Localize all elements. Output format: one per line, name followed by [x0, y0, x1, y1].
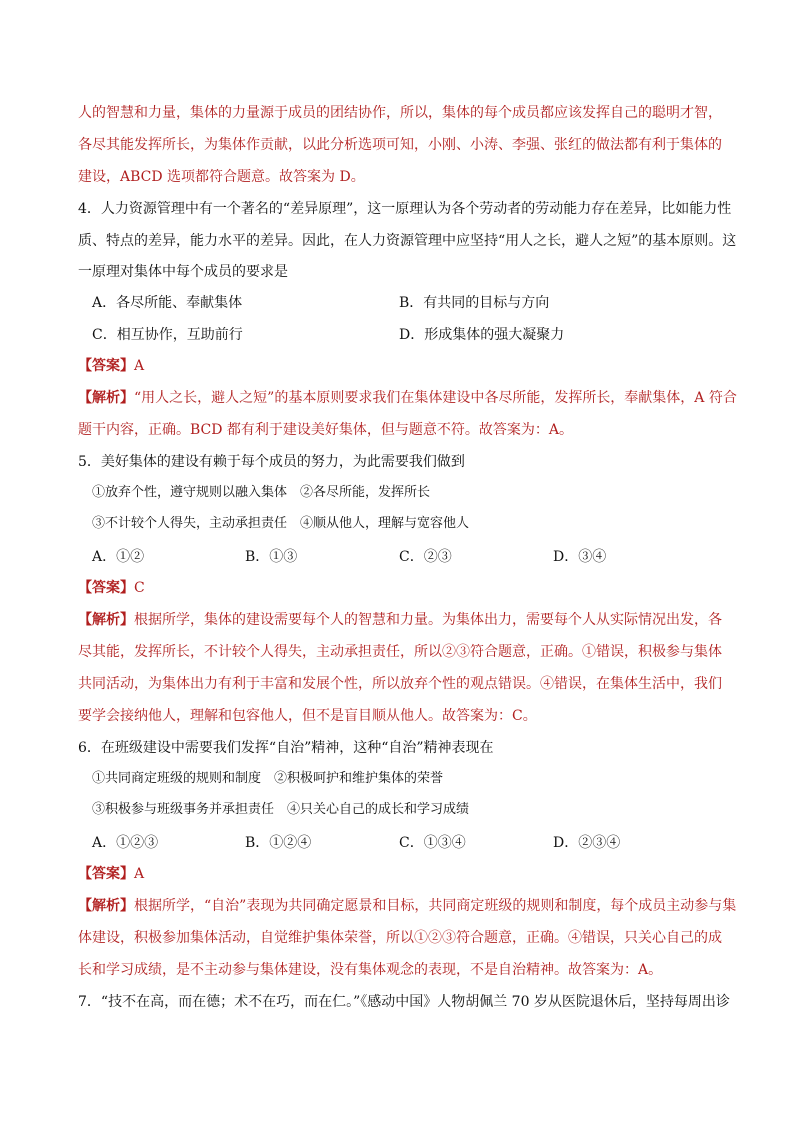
q4-stem-line-2: 质、特点的差异，能力水平的差异。因此，在人力资源管理中应坚持“用人之长，避人之短”的基本原则。这	[78, 233, 737, 249]
q6-option-c: C．①③④	[399, 835, 466, 851]
q6-analysis-line-3: 长和学习成绩，是不主动参与集体建设，没有集体观念的表现，不是自治精神。故答案为：A。	[78, 962, 663, 978]
q4-option-a: A．各尽所能、奉献集体	[92, 295, 243, 311]
q4-option-b: B．有共同的目标与方向	[399, 295, 550, 311]
q5-option-c: C．②③	[399, 549, 452, 565]
q6-analysis-text-1: 根据所学，“自治”表现为共同确定愿景和目标，共同商定班级的规则和制度，每个成员主动参与集	[134, 898, 737, 914]
q6-option-a: A．①②③	[92, 835, 159, 851]
q6-analysis-line-1	[78, 896, 736, 916]
q5-analysis-text-1: 根据所学，集体的建设需要每个人的智慧和力量。为集体出力，需要每个人从实际情况出发，各	[134, 612, 722, 628]
answer-label: 【答案】	[78, 358, 134, 374]
prev-analysis-line-3: 建设，ABCD 选项都符合题意。故答案为 D。	[78, 169, 365, 185]
analysis-label: 【解析】	[78, 612, 134, 628]
q6-answer-value: A	[134, 866, 145, 882]
q5-analysis-line-2: 尽其能，发挥所长，不计较个人得失，主动承担责任，所以②③符合题意，正确。①错误，积极参与集体	[78, 644, 722, 660]
q5-stem: 5．美好集体的建设有赖于每个成员的努力，为此需要我们做到	[78, 454, 465, 470]
prev-analysis-line-2: 各尽其能发挥所长，为集体作贡献，以此分析选项可知，小刚、小涛、李强、张红的做法都有利于集体的	[78, 137, 722, 153]
q5-answer-value: C	[134, 580, 145, 596]
answer-label: 【答案】	[78, 866, 134, 882]
q5-analysis-line-4: 要学会接纳他人，理解和包容他人，但不是盲目顺从他人。故答案为：C。	[78, 708, 537, 724]
q7-stem: 7．“技不在高，而在德；术不在巧，而在仁。”《感动中国》人物胡佩兰 70 岁从医院退休后，坚持每周出诊	[78, 994, 730, 1010]
q6-option-b: B．①②④	[245, 835, 312, 851]
q5-option-d: D．③④	[553, 549, 607, 565]
q6-answer	[78, 864, 144, 884]
q4-analysis-line-2: 题干内容，正确。BCD 都有利于建设美好集体，但与题意不符。故答案为：A。	[78, 422, 574, 438]
q4-stem-line-1: 4．人力资源管理中有一个著名的“差异原理”，这一原理认为各个劳动者的劳动能力存在差异，比如能力性	[78, 201, 732, 217]
q5-analysis-line-3: 共同活动，为集体出力有利于丰富和发展个性，所以放弃个性的观点错误。④错误，在集体生活中，我们	[78, 676, 722, 692]
q5-statements-line-1: ①放弃个性，遵守规则以融入集体 ②各尽所能，发挥所长	[92, 485, 431, 500]
analysis-label: 【解析】	[78, 898, 134, 914]
q6-statements-line-2: ③积极参与班级事务并承担责任 ④只关心自己的成长和学习成绩	[92, 802, 470, 817]
q5-option-a: A．①②	[92, 549, 145, 565]
analysis-label: 【解析】	[78, 390, 134, 406]
q6-option-d: D．②③④	[553, 835, 621, 851]
q4-option-d: D．形成集体的强大凝聚力	[399, 327, 565, 343]
q6-stem: 6．在班级建设中需要我们发挥“自治”精神，这种“自治”精神表现在	[78, 740, 494, 756]
q5-option-b: B．①③	[245, 549, 298, 565]
q4-analysis-line-1	[78, 388, 737, 408]
prev-analysis-line-1: 人的智慧和力量，集体的力量源于成员的团结协作，所以，集体的每个成员都应该发挥自己的聪明才智，	[78, 105, 722, 121]
q4-answer-value: A	[134, 358, 145, 374]
q5-answer	[78, 578, 145, 598]
q6-statements-line-1: ①共同商定班级的规则和制度 ②积极呵护和维护集体的荣誉	[92, 771, 444, 786]
q4-option-c: C．相互协作，互助前行	[92, 327, 243, 343]
q4-stem-line-3: 一原理对集体中每个成员的要求是	[78, 264, 288, 280]
q4-answer	[78, 356, 144, 376]
q5-statements-line-2: ③不计较个人得失，主动承担责任 ④顺从他人，理解与宽容他人	[92, 516, 470, 531]
answer-label: 【答案】	[78, 580, 134, 596]
q5-analysis-line-1	[78, 610, 722, 630]
q4-analysis-text-1: “用人之长，避人之短”的基本原则要求我们在集体建设中各尽所能，发挥所长，奉献集体，A 符合	[134, 390, 737, 406]
q6-analysis-line-2: 体建设，积极参加集体活动，自觉维护集体荣誉，所以①②③符合题意，正确。④错误，只关心自己的成	[78, 930, 722, 946]
